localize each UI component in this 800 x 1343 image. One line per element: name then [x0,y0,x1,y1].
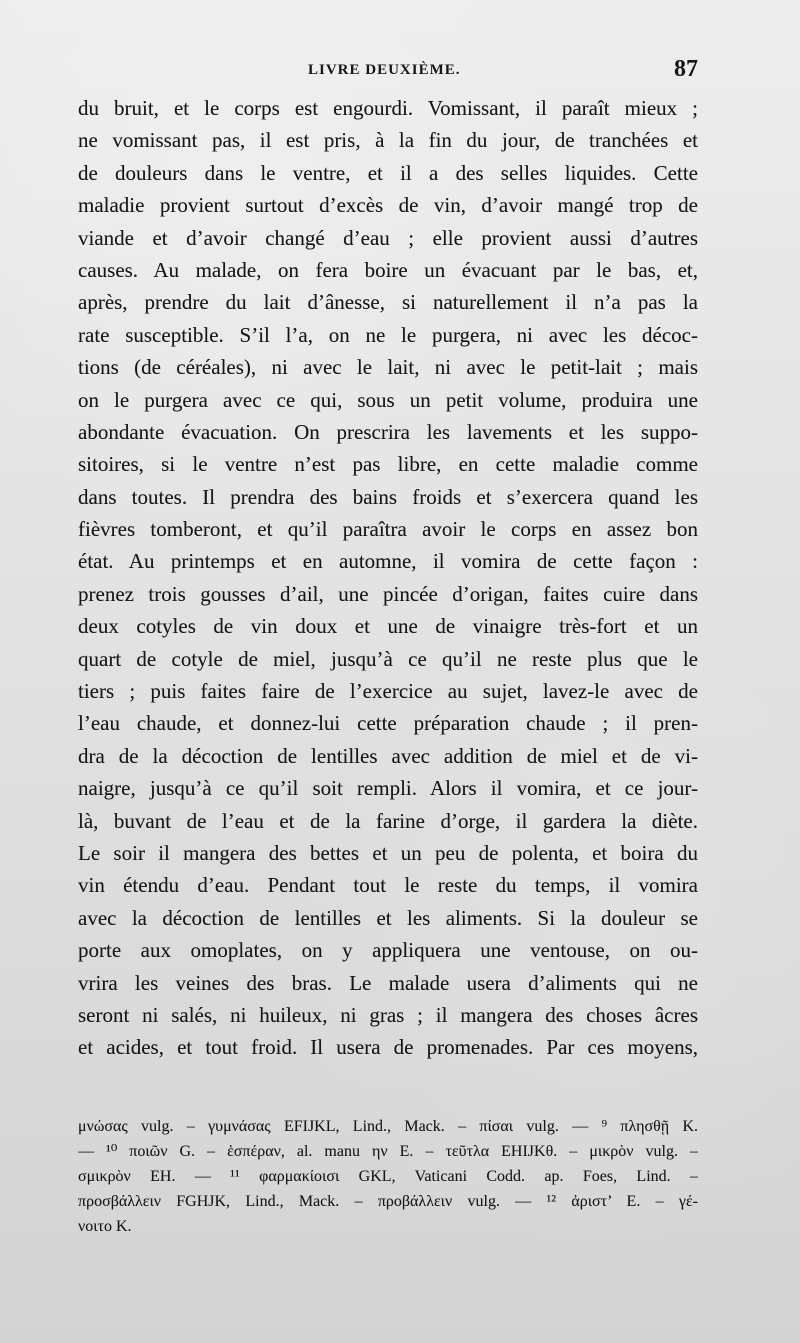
text-line-4: maladie provient surtout d’excès de vin, d’avoir mangé trop de [78,193,698,218]
text-line-5: viande et d’avoir changé d’eau ; elle provient aussi d’autres [78,225,698,250]
main-text-block [78,92,698,1064]
text-line-11: abondante évacuation. On prescrira les lavements et les suppo- [78,419,698,444]
page-number: 87 [674,56,698,82]
text-line-19: tiers ; puis faites faire de l’exercice au sujet, lavez-le avec de [78,679,698,704]
text-line-15: état. Au printemps et en automne, il vomira de cette façon : [78,549,698,574]
text-line-25: vin étendu d’eau. Pendant tout le reste du temps, il vomira [78,873,698,898]
footnote-line-4: προσβάλλειν FGHJK, Lind., Mack. – προβάλλειν vulg. — ¹² ἀριστ’ E. – γέ- [78,1193,698,1210]
footnote-line-5: νοιτο K. [78,1218,132,1235]
footnote-line-2: — ¹⁰ ποιῶν G. – ἑσπέραν, al. manu ην E. – τεῦτλα EHIJKθ. – μικρὸν vulg. – [78,1143,698,1160]
text-line-17: deux cotyles de vin doux et une de vinaigre très-fort et un [78,614,698,639]
text-line-9: tions (de céréales), ni avec le lait, ni avec le petit-lait ; mais [78,355,698,380]
text-line-22: naigre, jusqu’à ce qu’il soit rempli. Alors il vomira, et ce jour- [78,776,698,801]
text-line-8: rate susceptible. S’il l’a, on ne le purgera, ni avec les décoc- [78,322,698,347]
text-line-3: de douleurs dans le ventre, et il a des selles liquides. Cette [78,160,698,185]
footnote-line-3: σμικρὸν EH. — ¹¹ φαρμακίοισι GKL, Vaticani Codd. ap. Foes, Lind. – [78,1168,698,1185]
text-line-18: quart de cotyle de miel, jusqu’à ce qu’il ne reste plus que le [78,646,698,671]
footnote-line-1: μνώσας vulg. – γυμνάσας EFIJKL, Lind., Mack. – πίσαι vulg. — ⁹ πλησθῇ K. [78,1118,698,1135]
text-line-27: porte aux omoplates, on y appliquera une ventouse, on ou- [78,938,698,963]
footnotes-block [78,1114,698,1239]
text-line-20: l’eau chaude, et donnez-lui cette préparation chaude ; il pren- [78,711,698,736]
text-line-6: causes. Au malade, on fera boire un évacuant par le bas, et, [78,257,698,282]
text-line-24: Le soir il mangera des bettes et un peu de polenta, et boira du [78,840,698,865]
text-line-23: là, buvant de l’eau et de la farine d’orge, il gardera la diète. [78,808,698,833]
text-line-1: du bruit, et le corps est engourdi. Vomissant, il paraît mieux ; [78,96,698,120]
text-line-21: dra de la décoction de lentilles avec addition de miel et de vi- [78,743,698,768]
text-line-29: seront ni salés, ni huileux, ni gras ; il mangera des choses âcres [78,1002,698,1027]
text-line-14: fièvres tomberont, et qu’il paraîtra avoir le corps en assez bon [78,517,698,542]
text-line-2: ne vomissant pas, il est pris, à la fin du jour, de tranchées et [78,128,698,153]
text-line-28: vrira les veines des bras. Le malade usera d’aliments qui ne [78,970,698,995]
text-line-16: prenez trois gousses d’ail, une pincée d’origan, faites cuire dans [78,581,698,606]
page-header [78,58,698,88]
text-line-26: avec la décoction de lentilles et les aliments. Si la douleur se [78,905,698,930]
running-head: LIVRE DEUXIÈME. [308,62,461,78]
text-line-30: et acides, et tout froid. Il usera de promenades. Par ces moyens, [78,1035,698,1060]
text-line-13: dans toutes. Il prendra des bains froids et s’exercera quand les [78,484,698,509]
text-line-7: après, prendre du lait d’ânesse, si naturellement il n’a pas la [78,290,698,315]
text-line-10: on le purgera avec ce qui, sous un petit volume, produira une [78,387,698,412]
text-line-12: sitoires, si le ventre n’est pas libre, en cette maladie comme [78,452,698,477]
